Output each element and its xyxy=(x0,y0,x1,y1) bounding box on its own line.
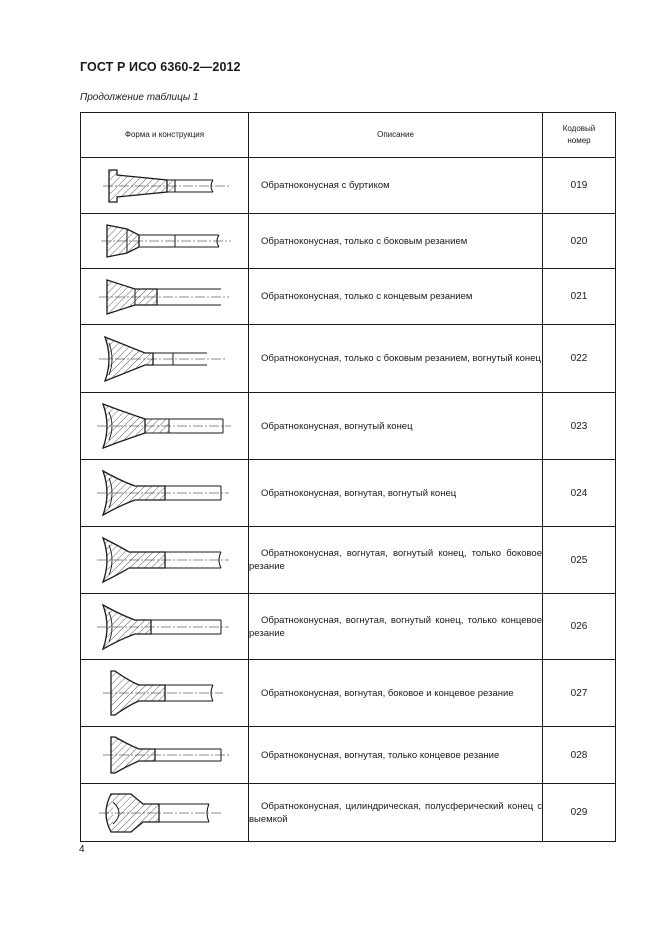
table-caption: Продолжение таблицы 1 xyxy=(80,92,199,103)
table-row xyxy=(81,660,616,727)
tool-forms-table xyxy=(80,112,616,842)
figure-cell xyxy=(81,158,249,214)
page-number: 4 xyxy=(79,844,85,855)
row-description: Обратноконусная, только с боковым резанием xyxy=(249,214,543,269)
figure-cell xyxy=(81,269,249,325)
table-row xyxy=(81,269,616,325)
row-code: 021 xyxy=(543,269,616,325)
table-header-row xyxy=(81,113,616,158)
inverted-cone-end-cutting-diagram xyxy=(95,277,235,317)
table-row xyxy=(81,727,616,784)
inverted-cone-with-collar-diagram xyxy=(95,166,235,206)
table-row xyxy=(81,460,616,527)
inverted-cone-cylindrical-hemispherical-recess-diagram xyxy=(95,790,235,836)
row-description: Обратноконусная, вогнутая, вогнутый конец xyxy=(249,460,543,527)
figure-cell xyxy=(81,325,249,393)
figure-cell xyxy=(81,660,249,727)
figure-cell xyxy=(81,594,249,660)
row-code: 022 xyxy=(543,325,616,393)
inverted-cone-concave-end-diagram xyxy=(95,398,235,454)
inverted-cone-concave-concave-end-end-cutting-diagram xyxy=(95,599,235,655)
row-description: Обратноконусная, вогнутая, вогнутый конец, только боковое резание xyxy=(249,527,543,594)
table-row xyxy=(81,325,616,393)
inverted-cone-side-cutting-concave-end-diagram xyxy=(95,331,235,387)
inverted-cone-concave-side-and-end-cutting-diagram xyxy=(95,665,235,721)
row-description: Обратноконусная, цилиндрическая, полусферический конец с выемкой xyxy=(249,784,543,842)
column-header-description: Описание xyxy=(249,113,543,158)
figure-cell xyxy=(81,727,249,784)
table-row xyxy=(81,214,616,269)
inverted-cone-concave-end-cutting-only-diagram xyxy=(95,733,235,777)
figure-cell xyxy=(81,460,249,527)
column-header-form: Форма и конструкция xyxy=(81,113,249,158)
inverted-cone-side-cutting-diagram xyxy=(95,221,235,261)
document-standard-title: ГОСТ Р ИСО 6360-2—2012 xyxy=(80,60,241,74)
row-code: 029 xyxy=(543,784,616,842)
inverted-cone-concave-concave-end-side-cutting-diagram xyxy=(95,532,235,588)
row-description: Обратноконусная, вогнутый конец xyxy=(249,393,543,460)
column-header-code: Кодовый номер xyxy=(543,113,616,158)
row-code: 025 xyxy=(543,527,616,594)
row-code: 028 xyxy=(543,727,616,784)
table-row xyxy=(81,158,616,214)
row-description: Обратноконусная с буртиком xyxy=(249,158,543,214)
row-code: 023 xyxy=(543,393,616,460)
row-code: 020 xyxy=(543,214,616,269)
inverted-cone-concave-concave-end-diagram xyxy=(95,465,235,521)
figure-cell xyxy=(81,214,249,269)
table-row xyxy=(81,594,616,660)
row-code: 027 xyxy=(543,660,616,727)
table-row xyxy=(81,527,616,594)
row-description: Обратноконусная, только с концевым резанием xyxy=(249,269,543,325)
row-description: Обратноконусная, вогнутая, боковое и концевое резание xyxy=(249,660,543,727)
row-code: 026 xyxy=(543,594,616,660)
figure-cell xyxy=(81,393,249,460)
row-code: 019 xyxy=(543,158,616,214)
figure-cell xyxy=(81,527,249,594)
row-description: Обратноконусная, только с боковым резанием, вогнутый конец xyxy=(249,325,543,393)
table-row xyxy=(81,784,616,842)
row-description: Обратноконусная, вогнутая, только концевое резание xyxy=(249,727,543,784)
figure-cell xyxy=(81,784,249,842)
row-code: 024 xyxy=(543,460,616,527)
row-description: Обратноконусная, вогнутая, вогнутый конец, только концевое резание xyxy=(249,594,543,660)
table-row xyxy=(81,393,616,460)
